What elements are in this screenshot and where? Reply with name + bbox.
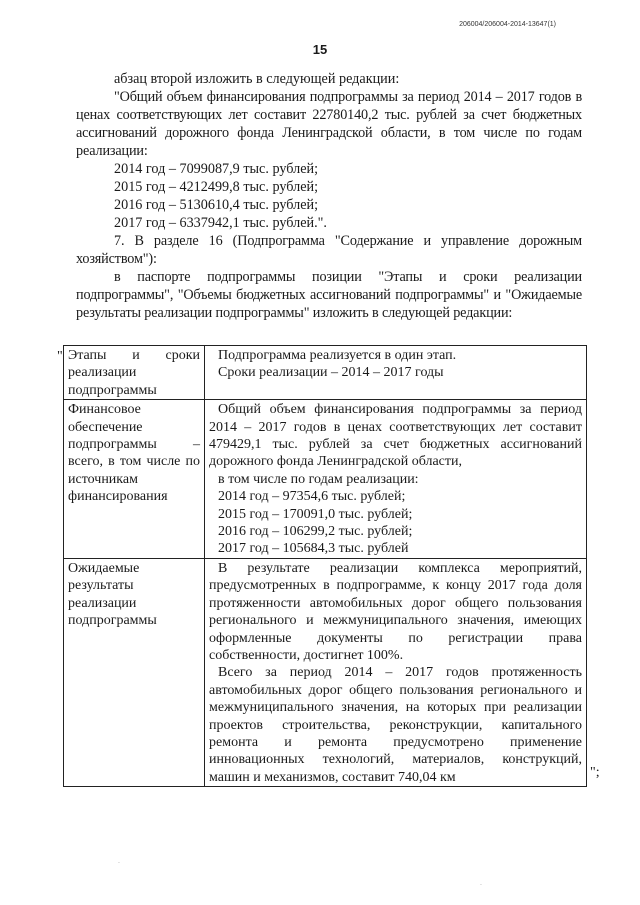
row-label-stages: Этапы и сроки реализации подпрограммы: [64, 346, 205, 400]
row-content-funding: [205, 400, 587, 559]
table-row: [64, 346, 587, 400]
paragraph-year-2015: 2015 год – 4212499,8 тыс. рублей;: [114, 179, 319, 195]
paragraph-year-2016: 2016 год – 5130610,4 тыс. рублей;: [114, 197, 319, 213]
paragraph-year-2014: 2014 год – 7099087,9 тыс. рублей;: [114, 161, 319, 177]
page-number: 15: [312, 42, 328, 57]
paragraph-passport: в паспорте подпрограммы позиции "Этапы и сроки реализации подпрограммы", "Объемы бюджетных ассигнований подпрограммы" и "Ожидаемые результаты реализации подпрограммы" изложить в следующей редакции:: [76, 269, 582, 321]
paragraph-intro: абзац второй изложить в следующей редакции:: [114, 71, 400, 87]
paragraph-section-16: 7. В разделе 16 (Подпрограмма "Содержание и управление дорожным хозяйством"):: [76, 233, 582, 267]
stages-line: Подпрограмма реализуется в один этап.: [218, 348, 457, 363]
paragraph-year-2017: 2017 год – 6337942,1 тыс. рублей.".: [114, 215, 327, 231]
close-quote: ";: [590, 765, 600, 780]
funding-line: 2016 год – 106299,2 тыс. рублей;: [218, 524, 413, 540]
table-row: [64, 558, 587, 786]
stages-line: Сроки реализации – 2014 – 2017 годы: [218, 365, 444, 381]
row-label-funding: Финансовое обеспечение подпрограммы – всего, в том числе по источникам финансирования: [64, 400, 205, 559]
document-id: 206004/206004-2014-13647(1): [459, 21, 556, 28]
funding-line: в том числе по годам реализации:: [218, 471, 419, 487]
row-label-results: Ожидаемые результаты реализации подпрограммы: [64, 558, 205, 786]
row-content-results: [205, 558, 587, 786]
funding-line: 2015 год – 170091,0 тыс. рублей;: [218, 506, 413, 522]
funding-line: Общий объем финансирования подпрограммы за период 2014 – 2017 годов в ценах соответствующих лет составит 479429,1 тыс. рублей за счет бюджетных ассигнований дорожного фонда Ленинградской области,: [209, 402, 582, 470]
scan-speck: .: [480, 880, 482, 887]
table-row: [64, 400, 587, 559]
body-text: [76, 70, 582, 322]
open-quote: ": [57, 349, 63, 364]
row-content-stages: [205, 346, 587, 400]
funding-line: 2014 год – 97354,6 тыс. рублей;: [218, 489, 406, 505]
paragraph-total-funding: "Общий объем финансирования подпрограммы за период 2014 – 2017 годов в ценах соответствующих лет составит 22780140,2 тыс. рублей за счет бюджетных ассигнований дорожного фонда Ленинградской области, в том числе по годам реализации:: [76, 89, 582, 159]
funding-line: 2017 год – 105684,3 тыс. рублей: [218, 541, 409, 557]
passport-table: [63, 345, 587, 787]
results-line: В результате реализации комплекса мероприятий, предусмотренных в подпрограмме, к концу 2017 года доля протяженности автомобильных дорог общего пользования регионального и межмуниципального значения, имеющих оформленные документы по регистрации права собственности, достигнет 100%.: [209, 560, 582, 663]
results-line: Всего за период 2014 – 2017 годов протяженность автомобильных дорог общего пользования регионального и межмуниципального значения, на которых при реализации проектов строительства, реконструкции, капитального ремонта и ремонта предусмотрено применение инновационных технологий, материалов, конструкций, машин и механизмов, составит 740,04 км: [209, 665, 582, 785]
scan-speck: .: [118, 858, 120, 865]
